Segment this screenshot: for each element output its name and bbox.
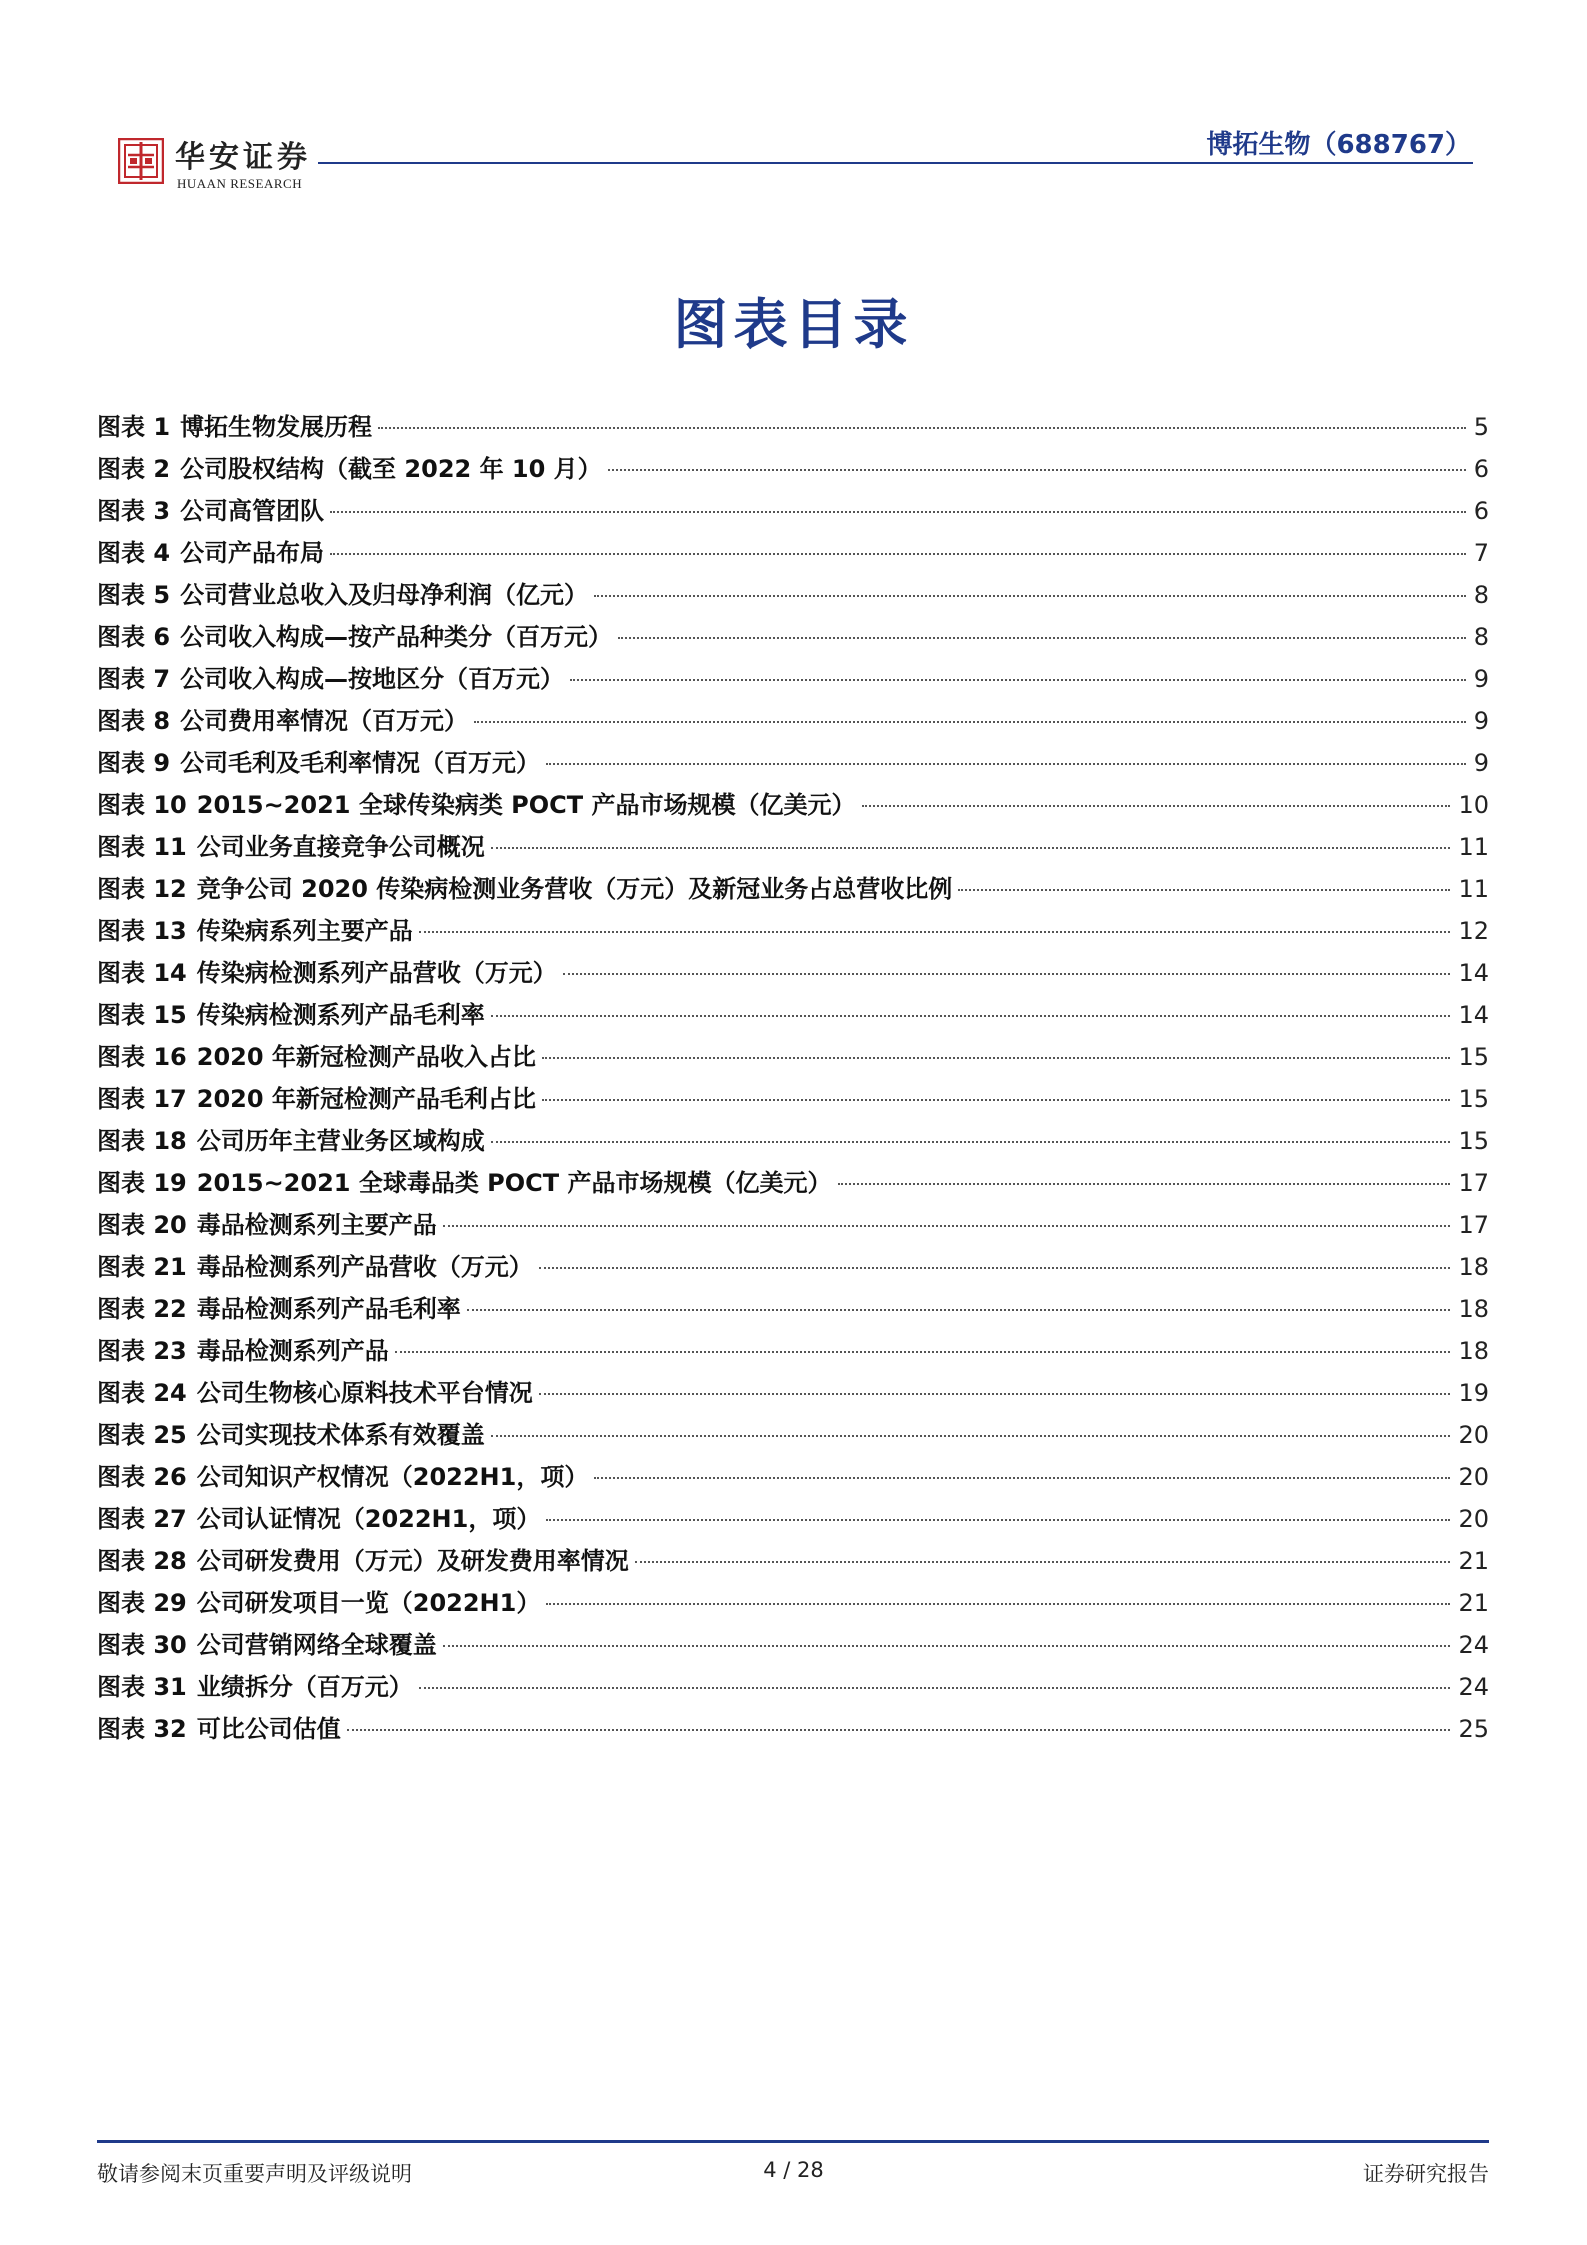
toc-entry-page: 15 [1458,1127,1489,1155]
toc-entry-label [97,448,602,490]
toc-dot-leader [635,1561,1451,1563]
toc-entry-page: 10 [1458,791,1489,819]
toc-entry-label [97,1288,461,1330]
toc-entry[interactable] [97,658,1489,700]
toc-entry-label [97,1330,389,1372]
toc-entry-label [97,1120,485,1162]
toc-dot-leader [491,1015,1451,1017]
toc-entry-title: 毒品检测系列产品 [196,1337,389,1365]
toc-entry[interactable] [97,1162,1489,1204]
toc-entry-label [97,1204,437,1246]
toc-entry-label [97,868,952,910]
toc-entry[interactable] [97,574,1489,616]
toc-entry-page: 14 [1458,1001,1489,1029]
toc-entry-number: 图表 24 [97,1379,187,1407]
toc-dot-leader [378,427,1466,429]
toc-dot-leader [419,931,1451,933]
toc-entry-title: 公司认证情况（2022H1，项） [196,1505,541,1533]
toc-dot-leader [542,1057,1451,1059]
toc-entry-number: 图表 10 [97,791,187,819]
toc-entry[interactable] [97,532,1489,574]
toc-entry-title: 公司实现技术体系有效覆盖 [196,1421,485,1449]
toc-entry-number: 图表 20 [97,1211,187,1239]
toc-entry[interactable] [97,616,1489,658]
toc-entry-page: 7 [1473,539,1489,567]
toc-entry[interactable] [97,1540,1489,1582]
toc-entry-page: 11 [1458,833,1489,861]
toc-entry-number: 图表 1 [97,413,171,441]
toc-entry-number: 图表 23 [97,1337,187,1365]
toc-entry-number: 图表 28 [97,1547,187,1575]
toc-entry-page: 21 [1458,1547,1489,1575]
toc-entry-number: 图表 31 [97,1673,187,1701]
table-of-figures [97,406,1489,1750]
toc-entry-label [97,1708,341,1750]
toc-dot-leader [443,1225,1451,1227]
toc-dot-leader [395,1351,1451,1353]
toc-entry-number: 图表 21 [97,1253,187,1281]
toc-entry-number: 图表 11 [97,833,187,861]
toc-entry-title: 2015~2021 全球传染病类 POCT 产品市场规模（亿美元） [196,791,856,819]
toc-entry[interactable] [97,1330,1489,1372]
brand-name-cn: 华安证券 [175,140,311,175]
toc-entry-label [97,406,372,448]
toc-entry-number: 图表 26 [97,1463,187,1491]
toc-entry[interactable] [97,910,1489,952]
toc-entry-page: 24 [1458,1631,1489,1659]
toc-entry-label [97,532,324,574]
toc-dot-leader [570,679,1466,681]
toc-entry-number: 图表 30 [97,1631,187,1659]
toc-entry-title: 公司生物核心原料技术平台情况 [196,1379,533,1407]
toc-entry-label [97,1162,832,1204]
toc-entry-number: 图表 13 [97,917,187,945]
toc-entry-label [97,826,485,868]
toc-entry[interactable] [97,1078,1489,1120]
toc-entry[interactable] [97,1120,1489,1162]
toc-entry[interactable] [97,1246,1489,1288]
toc-entry-title: 公司业务直接竞争公司概况 [196,833,485,861]
toc-entry-number: 图表 8 [97,707,171,735]
toc-entry-title: 博拓生物发展历程 [180,413,373,441]
toc-entry-number: 图表 7 [97,665,171,693]
toc-dot-leader [594,595,1466,597]
toc-entry-title: 公司知识产权情况（2022H1，项） [196,1463,589,1491]
footer-disclaimer: 敬请参阅末页重要声明及评级说明 [97,2162,412,2186]
toc-entry-page: 20 [1458,1463,1489,1491]
brand-name-en: HUAAN RESEARCH [177,176,303,191]
toc-dot-leader [563,973,1451,975]
toc-entry[interactable] [97,952,1489,994]
toc-dot-leader [467,1309,1451,1311]
toc-entry-label [97,1456,588,1498]
toc-entry-title: 传染病系列主要产品 [196,917,413,945]
toc-dot-leader [546,1603,1450,1605]
toc-entry-title: 可比公司估值 [196,1715,341,1743]
page-number: 4 / 28 [763,2158,824,2182]
company-title: 博拓生物（688767） [1206,130,1471,160]
toc-entry[interactable] [97,1036,1489,1078]
toc-dot-leader [419,1687,1451,1689]
toc-dot-leader [491,1141,1451,1143]
toc-entry-page: 20 [1458,1505,1489,1533]
huaan-logo-icon [118,138,164,184]
toc-entry-title: 公司收入构成—按产品种类分（百万元） [180,623,613,651]
toc-entry-number: 图表 15 [97,1001,187,1029]
toc-entry-number: 图表 2 [97,455,171,483]
toc-entry[interactable] [97,448,1489,490]
toc-dot-leader [542,1099,1451,1101]
toc-dot-leader [958,889,1450,891]
toc-entry-number: 图表 19 [97,1169,187,1197]
toc-dot-leader [539,1393,1451,1395]
toc-entry-page: 15 [1458,1043,1489,1071]
toc-dot-leader [546,763,1466,765]
toc-entry-page: 9 [1473,665,1489,693]
toc-entry-label [97,700,468,742]
toc-entry-title: 竞争公司 2020 传染病检测业务营收（万元）及新冠业务占总营收比例 [196,875,953,903]
toc-entry-label [97,1246,533,1288]
toc-entry-title: 毒品检测系列产品毛利率 [196,1295,461,1323]
toc-entry-page: 18 [1458,1253,1489,1281]
toc-dot-leader [491,1435,1451,1437]
toc-entry-number: 图表 14 [97,959,187,987]
toc-entry-number: 图表 17 [97,1085,187,1113]
toc-entry-number: 图表 25 [97,1421,187,1449]
toc-entry[interactable] [97,1456,1489,1498]
toc-entry-label [97,742,540,784]
toc-entry[interactable] [97,1666,1489,1708]
toc-entry-label [97,910,413,952]
toc-entry-page: 11 [1458,875,1489,903]
toc-entry-page: 21 [1458,1589,1489,1617]
toc-entry-page: 18 [1458,1295,1489,1323]
toc-dot-leader [347,1729,1451,1731]
toc-entry-title: 公司收入构成—按地区分（百万元） [180,665,565,693]
toc-entry-title: 2020 年新冠检测产品收入占比 [196,1043,536,1071]
toc-entry-title: 公司营业总收入及归母净利润（亿元） [180,581,589,609]
toc-entry-number: 图表 12 [97,875,187,903]
header-divider [318,162,1473,164]
toc-entry-label [97,1078,536,1120]
toc-entry-title: 毒品检测系列产品营收（万元） [196,1253,533,1281]
toc-entry[interactable] [97,1498,1489,1540]
toc-dot-leader [546,1519,1450,1521]
toc-dot-leader [838,1183,1451,1185]
page-header [0,0,1587,200]
toc-dot-leader [330,553,1466,555]
toc-entry-number: 图表 16 [97,1043,187,1071]
toc-entry-label [97,490,324,532]
toc-entry-title: 传染病检测系列产品毛利率 [196,1001,485,1029]
toc-entry-page: 5 [1473,413,1489,441]
toc-entry-label [97,1036,536,1078]
toc-entry[interactable] [97,700,1489,742]
toc-entry-page: 6 [1473,497,1489,525]
toc-entry-number: 图表 9 [97,749,171,777]
toc-entry-number: 图表 29 [97,1589,187,1617]
toc-entry-title: 公司研发项目一览（2022H1） [196,1589,541,1617]
toc-entry[interactable] [97,742,1489,784]
toc-entry[interactable] [97,994,1489,1036]
toc-dot-leader [862,805,1451,807]
footer-divider [97,2140,1489,2143]
toc-entry[interactable] [97,1624,1489,1666]
toc-entry-title: 公司毛利及毛利率情况（百万元） [180,749,541,777]
toc-entry-number: 图表 32 [97,1715,187,1743]
toc-entry[interactable] [97,490,1489,532]
toc-entry-number: 图表 22 [97,1295,187,1323]
toc-entry-label [97,784,856,826]
toc-dot-leader [539,1267,1451,1269]
toc-entry-page: 15 [1458,1085,1489,1113]
toc-dot-leader [443,1645,1451,1647]
toc-entry-title: 公司产品布局 [180,539,325,567]
toc-entry-page: 9 [1473,707,1489,735]
toc-entry-title: 2020 年新冠检测产品毛利占比 [196,1085,536,1113]
toc-entry[interactable] [97,1582,1489,1624]
toc-entry-number: 图表 4 [97,539,171,567]
toc-entry-label [97,952,557,994]
toc-entry-page: 8 [1473,623,1489,651]
toc-entry-label [97,574,588,616]
toc-entry-page: 25 [1458,1715,1489,1743]
toc-entry[interactable] [97,1288,1489,1330]
toc-dot-leader [594,1477,1450,1479]
toc-entry-title: 公司股权结构（截至 2022 年 10 月） [180,455,602,483]
toc-entry-label [97,1372,533,1414]
toc-entry[interactable] [97,1372,1489,1414]
toc-entry-title: 2015~2021 全球毒品类 POCT 产品市场规模（亿美元） [196,1169,832,1197]
toc-entry-page: 9 [1473,749,1489,777]
toc-entry-page: 20 [1458,1421,1489,1449]
toc-entry-number: 图表 3 [97,497,171,525]
toc-entry-title: 公司历年主营业务区域构成 [196,1127,485,1155]
toc-entry-title: 业绩拆分（百万元） [196,1673,413,1701]
toc-entry-number: 图表 5 [97,581,171,609]
toc-entry[interactable] [97,406,1489,448]
toc-entry-label [97,1624,437,1666]
toc-dot-leader [474,721,1466,723]
toc-entry-page: 17 [1458,1169,1489,1197]
toc-entry-label [97,1582,540,1624]
toc-dot-leader [491,847,1451,849]
toc-entry-title: 公司费用率情况（百万元） [180,707,469,735]
toc-entry-page: 18 [1458,1337,1489,1365]
toc-entry-label [97,1540,629,1582]
toc-entry-page: 14 [1458,959,1489,987]
toc-entry-label [97,1498,540,1540]
toc-entry-number: 图表 18 [97,1127,187,1155]
toc-entry[interactable] [97,1414,1489,1456]
toc-entry-page: 24 [1458,1673,1489,1701]
toc-entry[interactable] [97,1204,1489,1246]
toc-dot-leader [618,637,1466,639]
toc-entry-number: 图表 27 [97,1505,187,1533]
toc-entry-page: 6 [1473,455,1489,483]
toc-entry[interactable] [97,826,1489,868]
toc-entry-page: 19 [1458,1379,1489,1407]
toc-entry-label [97,658,564,700]
toc-entry-number: 图表 6 [97,623,171,651]
toc-entry-title: 公司营销网络全球覆盖 [196,1631,437,1659]
toc-entry-label [97,1666,413,1708]
toc-entry-title: 传染病检测系列产品营收（万元） [196,959,557,987]
report-type: 证券研究报告 [1363,2162,1489,2186]
page-title: 图表目录 [673,292,914,356]
toc-entry-label [97,1414,485,1456]
toc-entry-label [97,616,612,658]
toc-entry-label [97,994,485,1036]
toc-dot-leader [608,469,1466,471]
toc-entry[interactable] [97,868,1489,910]
toc-dot-leader [330,511,1466,513]
toc-entry[interactable] [97,1708,1489,1750]
toc-entry-page: 17 [1458,1211,1489,1239]
toc-entry-title: 毒品检测系列主要产品 [196,1211,437,1239]
toc-entry-title: 公司研发费用（万元）及研发费用率情况 [196,1547,629,1575]
toc-entry-page: 8 [1473,581,1489,609]
toc-entry-title: 公司高管团队 [180,497,325,525]
toc-entry-page: 12 [1458,917,1489,945]
toc-entry[interactable] [97,784,1489,826]
